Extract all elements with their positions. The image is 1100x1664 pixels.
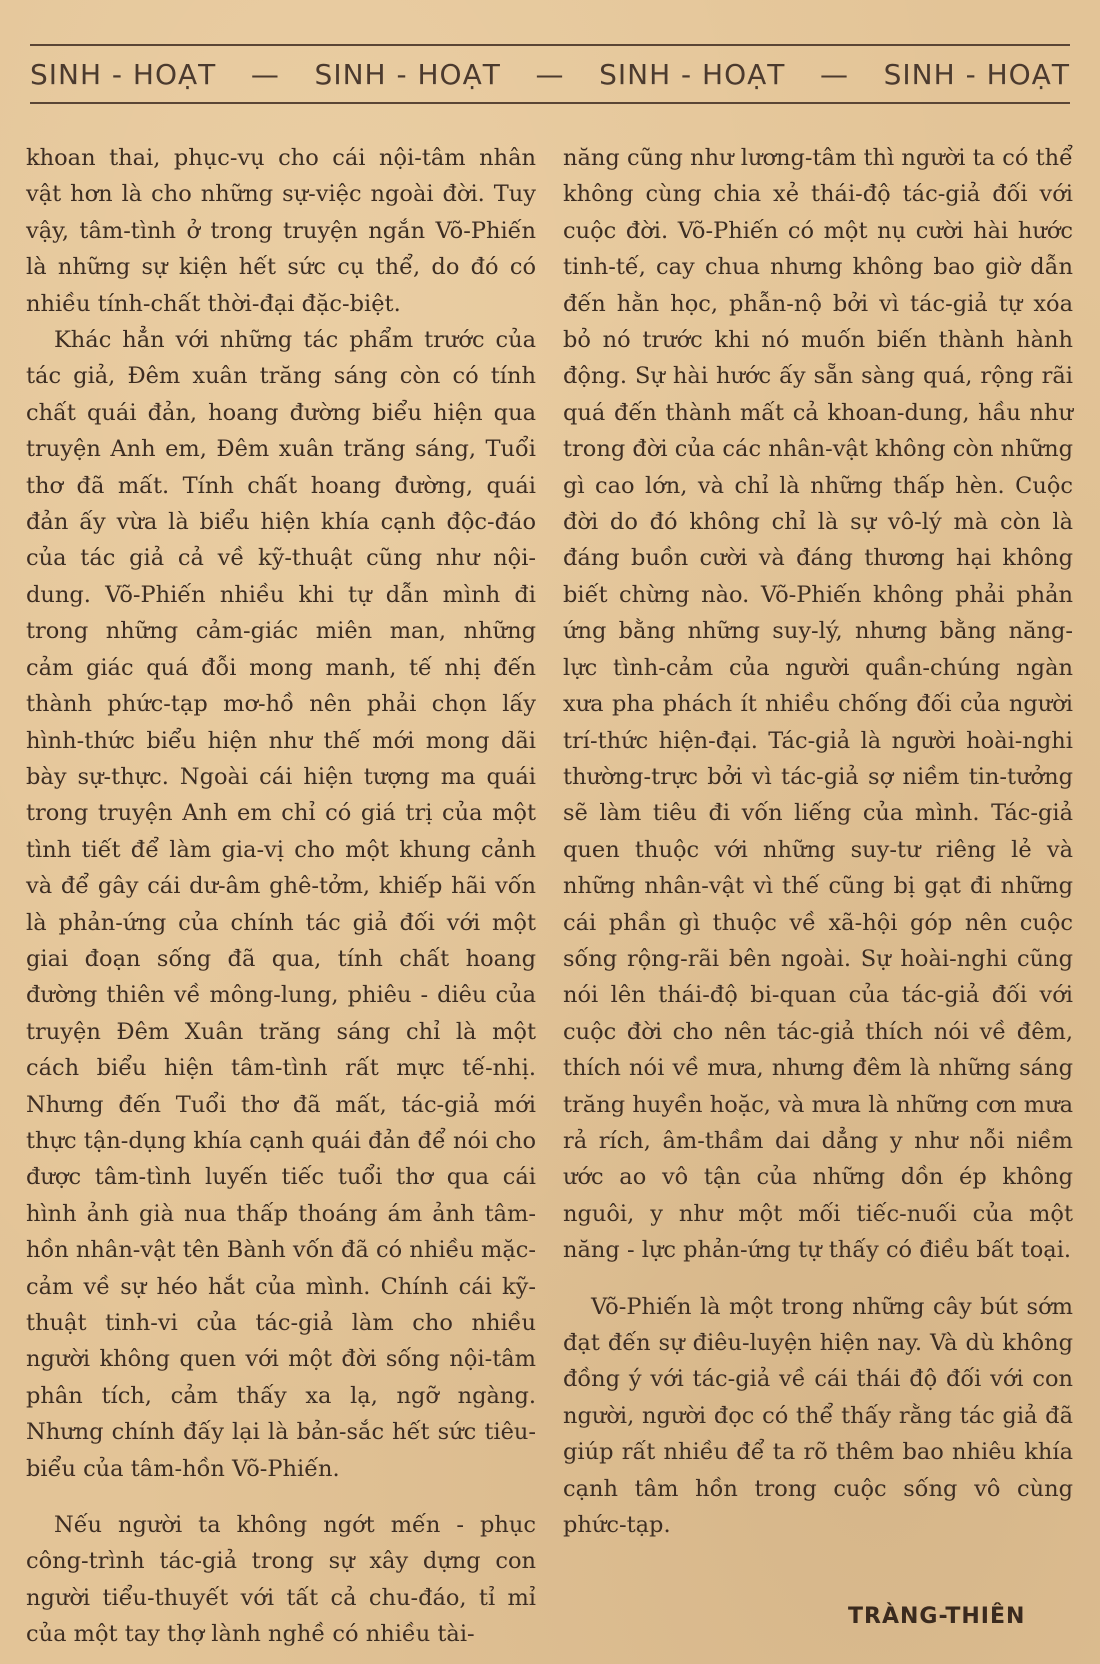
header-dash: — — [250, 57, 280, 91]
header-item: SINH - HOẠT — [314, 57, 501, 91]
paragraph: khoan thai, phục-vụ cho cái nội-tâm nhân vật hơn là cho những sự-việc ngoài đời. Tuy vậy, tâm-tình ở trong truyện ngắn Võ-Phiến là những sự kiện hết sức cụ thể, do đó có nhiều tính-chất thời-đại đặc-biệt. — [26, 145, 536, 317]
header-dash: — — [535, 57, 565, 91]
paragraph: Võ-Phiến là một trong những cây bút sớm đạt đến sự điêu-luyện hiện nay. Và dù không đồng ý với tác-giả về cái thái độ đối với con người, người đọc có thể thấy rằng tác giả đã giúp rất nhiều để ta rõ thêm bao nhiêu khía cạnh tâm hồn trong cuộc sống vô cùng phức-tạp. — [563, 1293, 1073, 1539]
header-dash: — — [820, 57, 850, 91]
header-bottom-rule — [30, 102, 1070, 104]
header-top-rule — [30, 44, 1070, 46]
paragraph: Khác hẳn với những tác phẩm trước của tác giả, Đêm xuân trăng sáng còn có tính chất quái đản, hoang đường biểu hiện qua truyện Anh em, Đêm xuân trăng sáng, Tuổi thơ đã mất. Tính chất hoang đường, quái đản ấy vừa là biểu hiện khía cạnh độc-đáo của tác giả cả về kỹ-thuật cũng như nội-dung. Võ-Phiến nhiều khi tự dẫn mình đi trong những cảm-giác miên man, những cảm giác quá đỗi mong manh, tế nhị đến thành phức-tạp mơ-hồ nên phải chọn lấy hình-thức biểu hiện như thế mới mong dãi bày sự-thực. Ngoài cái hiện tượng ma quái trong truyện Anh em chỉ có giá trị của một tình tiết để làm gia-vị cho một khung cảnh và để gây cái dư-âm ghê-tởm, khiếp hãi vốn là phản-ứng của chính tác giả đối với một giai đoạn sống đã qua, tính chất hoang đường thiên về mông-lung, phiêu - diêu của truyện Đêm Xuân trăng sáng chỉ là một cách biểu hiện tâm-tình rất mực tế-nhị. Nhưng đến Tuổi thơ đã mất, tác-giả mới thực tận-dụng khía cạnh quái đản để nói cho được tâm-tình luyến tiếc tuổi thơ qua cái hình ảnh già nua thấp thoáng ám ảnh tâm-hồn nhân-vật tên Bành vốn đã có nhiều mặc-cảm về sự héo hắt của mình. Chính cái kỹ-thuật tinh-vi của tác-giả làm cho nhiều người không quen với một đời sống nội-tâm phân tích, cảm thấy xa lạ, ngỡ ngàng. Nhưng chính đấy lại là bản-sắc hết sức tiêu-biểu của tâm-hồn Võ-Phiến. — [26, 327, 536, 1482]
paragraph: Nếu người ta không ngớt mến - phục công-trình tác-giả trong sự xây dựng con người tiểu-thuyết với tất cả chu-đáo, tỉ mỉ của một tay thợ lành nghề có nhiều tài- — [26, 1512, 536, 1648]
left-column — [26, 140, 536, 1653]
author-signature: TRÀNG-THIÊN — [848, 1604, 1026, 1629]
header-item: SINH - HOẠT — [883, 57, 1070, 91]
paragraph: năng cũng như lương-tâm thì người ta có thể không cùng chia xẻ thái-độ tác-giả đối với cuộc đời. Võ-Phiến có một nụ cười hài hước tinh-tế, cay chua nhưng không bao giờ dẫn đến hằn học, phẫn-nộ bởi vì tác-giả tự xóa bỏ nó trước khi nó muốn biến thành hành động. Sự hài hước ấy sẵn sàng quá, rộng rãi quá đến thành mất cả khoan-dung, hầu như trong đời của các nhân-vật không còn những gì cao lớn, và chỉ là những thấp hèn. Cuộc đời do đó không chỉ là sự vô-lý mà còn là đáng buồn cười và đáng thương hại không biết chừng nào. Võ-Phiến không phải phản ứng bằng những suy-lý, nhưng bằng năng-lực tình-cảm của người quần-chúng ngàn xưa pha phách ít nhiều chống đối của người trí-thức hiện-đại. Tác-giả là người hoài-nghi thường-trực bởi vì tác-giả sợ niềm tin-tưởng sẽ làm tiêu đi vốn liếng của mình. Tác-giả quen thuộc với những suy-tư riêng lẻ và những nhân-vật vì thế cũng bị gạt đi những cái phần gì thuộc về xã-hội góp nên cuộc sống rộng-rãi bên ngoài. Sự hoài-nghi cũng nói lên thái-độ bi-quan của tác-giả đối với cuộc đời cho nên tác-giả thích nói về đêm, thích nói về mưa, nhưng đêm là những sáng trăng huyền hoặc, và mưa là những cơn mưa rả rích, âm-thầm dai dẳng y như nỗi niềm ước ao vô tận của những dồn ép không nguôi, y như một mối tiếc-nuối của một năng - lực phản-ứng tự thấy có điều bất toại. — [563, 145, 1073, 1264]
right-column — [563, 140, 1073, 1543]
running-header — [30, 50, 1070, 98]
header-item: SINH - HOẠT — [30, 57, 217, 91]
header-item: SINH - HOẠT — [599, 57, 786, 91]
